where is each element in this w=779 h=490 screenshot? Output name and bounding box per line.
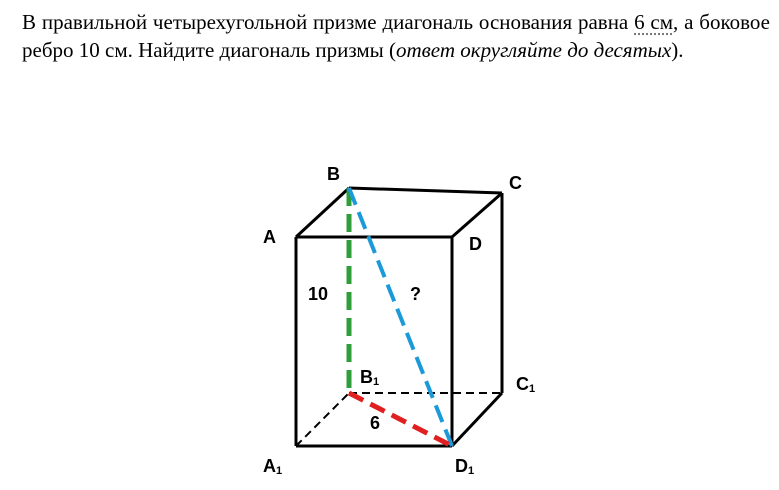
problem-part-1: В правильной четырехугольной призме диагональ основания равна: [22, 10, 629, 34]
base-diagonal-label: 6: [370, 413, 381, 433]
vertex-label-b: B: [327, 164, 340, 184]
unknown-diagonal-label: ?: [410, 284, 421, 304]
problem-part-3: ).: [671, 38, 684, 62]
vertex-label-a: A: [263, 227, 276, 247]
edge-b-c: [349, 188, 502, 193]
vertex-label-d1: D1: [455, 456, 475, 477]
edge-c1-d1: [452, 393, 502, 446]
vertex-label-c1: C1: [516, 374, 536, 395]
edge-a-b: [296, 188, 349, 237]
problem-rounding-note: ответ округляйте до десятых: [396, 38, 672, 62]
prism-diagonal-b-d1: [349, 188, 452, 446]
height-label: 10: [308, 284, 329, 304]
vertex-label-d: D: [469, 234, 482, 254]
vertex-label-b1: B1: [360, 367, 380, 388]
problem-number-6cm: 6 см: [634, 10, 674, 34]
edge-a1-b1-hidden: [296, 393, 349, 446]
problem-part-2: , а боковое ребро 10 см. Найдите диагональ призмы (: [22, 10, 770, 62]
vertex-label-c: C: [509, 173, 522, 193]
base-diagonal-b1-d1: [349, 393, 452, 446]
vertex-label-a1: A1: [263, 456, 283, 477]
edge-c-d: [452, 193, 502, 237]
